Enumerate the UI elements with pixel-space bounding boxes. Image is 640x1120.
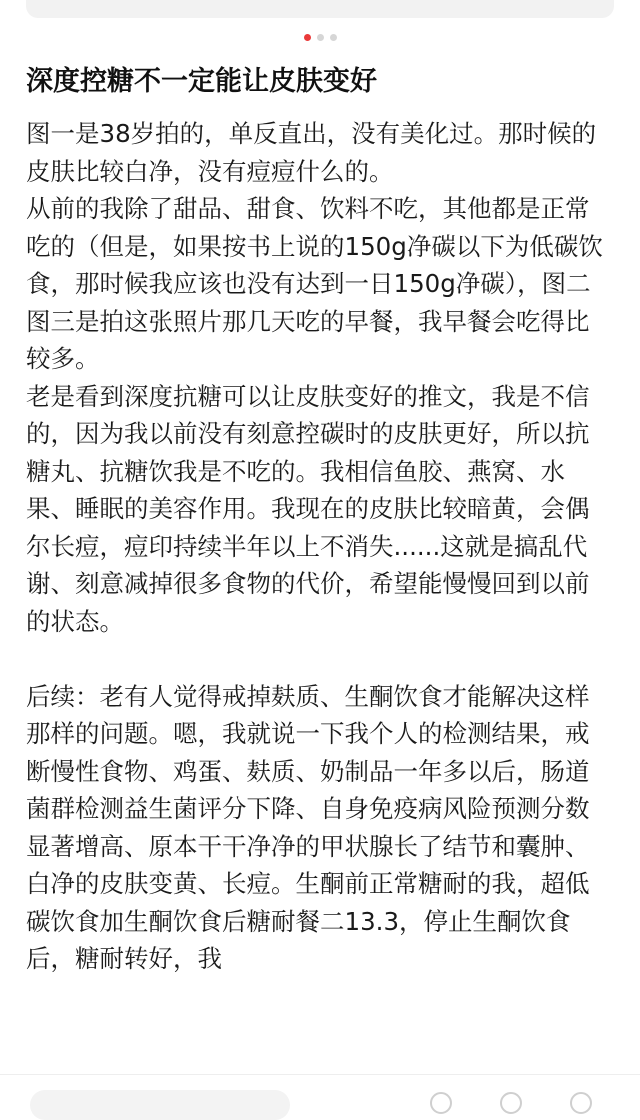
- carousel-dot-1[interactable]: [304, 34, 311, 41]
- image-carousel-bottom-edge[interactable]: [26, 0, 614, 18]
- post-title: 深度控糖不一定能让皮肤变好: [26, 66, 377, 97]
- paragraph-2: 从前的我除了甜品、甜食、饮料不吃，其他都是正常吃的（但是，如果按书上说的150g净碳以下为低碳饮食，那时候我应该也没有达到一日150g净碳），图二图三是拍这张照片那几天吃的早餐，我早餐会吃得比较多。: [26, 194, 603, 373]
- comment-input[interactable]: [30, 1090, 290, 1120]
- post-body: [26, 115, 610, 978]
- paragraph-3: 老是看到深度抗糖可以让皮肤变好的推文，我是不信的，因为我以前没有刻意控碳时的皮肤更好，所以抗糖丸、抗糖饮我是不吃的。我相信鱼胶、燕窝、水果、睡眠的美容作用。我现在的皮肤比较暗黄，会偶尔长痘，痘印持续半年以上不消失......这就是搞乱代谢、刻意减掉很多食物的代价，希望能慢慢回到以前的状态。: [26, 381, 590, 636]
- paragraph-4: 后续：老有人觉得戒掉麸质、生酮饮食才能解决这样那样的问题。嗯，我就说一下我个人的检测结果，戒断慢性食物、鸡蛋、麸质、奶制品一年多以后，肠道菌群检测益生菌评分下降、自身免疫病风险预测分数显著增高、原本干干净净的甲状腺长了结节和囊肿、白净的皮肤变黄、长痘。生酮前正常糖耐的我，超低碳饮食加生酮饮食后糖耐餐二13.3，停止生酮饮食后，糖耐转好，我: [26, 681, 590, 973]
- like-icon[interactable]: [430, 1092, 452, 1114]
- paragraph-1: 图一是38岁拍的，单反直出，没有美化过。那时候的皮肤比较白净，没有痘痘什么的。: [26, 119, 597, 186]
- comment-icon[interactable]: [570, 1092, 592, 1114]
- favorite-icon[interactable]: [500, 1092, 522, 1114]
- paragraph-spacer: [26, 640, 610, 678]
- carousel-indicator: [0, 34, 640, 41]
- carousel-dot-3[interactable]: [330, 34, 337, 41]
- carousel-dot-2[interactable]: [317, 34, 324, 41]
